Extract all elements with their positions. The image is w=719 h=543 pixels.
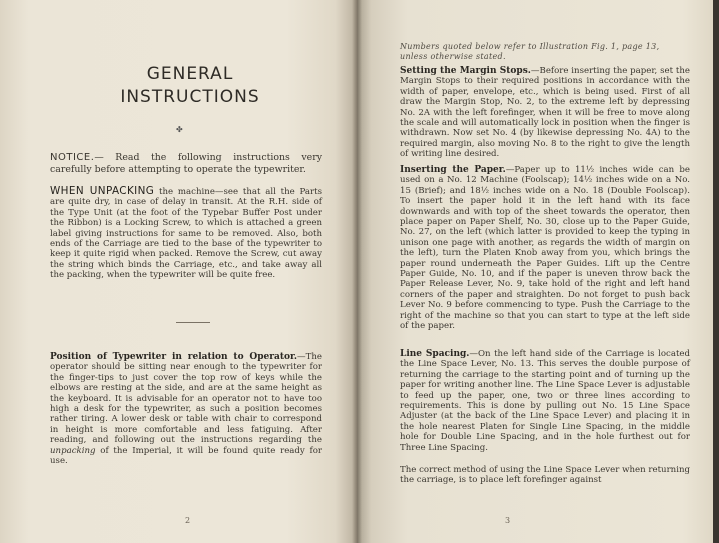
note-line1: Numbers quoted below refer to Illustration Fig. 1, page 13,: [400, 42, 660, 51]
margin-stops-text: —Before inserting the paper, set the Margin Stops to their required positions in accordance with the width of paper, envelope, etc., which is being used. First of all draw the Margin Stop, No. 2, to the extreme left by depressing No. 2A with the left forefinger, when it will be free to move along the scale and will automatically lock in position when the finger is withdrawn. Now set No. 4 (by likewise depressing No. 4A) to the required margin, also moving No. 8 to the right to give the length of writing line desired.: [400, 66, 690, 160]
position-text-a: —The operator should be sitting near enough to the typewriter for the finger-tips to just cover the top row of keys while the elbows are resting at the side, and are at the same height as the keyboard. It is advisable for an operator not to have too high a desk for the typewriter, as such a position becomes rather tiring. A lower desk or table with chair to correspond in height is more comfortable and less fatiguing. After reading, and following out the instructions regarding the: [50, 352, 322, 446]
position-text-em: unpacking: [50, 445, 96, 456]
section-divider: [176, 322, 210, 323]
position-heading: Position of Typewriter in relation to Operator.: [50, 352, 298, 362]
inserting-paper-heading: Inserting the Paper.: [400, 165, 506, 175]
correct-method-paragraph: The correct method of using the Line Space Lever when returning the carriage, is to place left forefinger against: [400, 465, 690, 486]
notice-label: NOTICE.: [50, 152, 95, 163]
position-paragraph: [50, 352, 322, 466]
margin-stops-paragraph: [400, 66, 690, 160]
page-number-right: 3: [505, 516, 511, 525]
page-number-left: 2: [185, 516, 191, 525]
notice-paragraph: [50, 152, 322, 176]
page-edge: [713, 0, 719, 543]
note-line2: unless otherwise stated.: [400, 52, 506, 61]
inserting-paper-text: —Paper up to 11½ inches wide can be used on a No. 12 Machine (Foolscap); 14½ inches wide on a No. 15 (Brief); and 18½ inches wide on a No. 18 (Double Foolscap). To insert the paper hold it in the left hand with its face downwards and with top of the sheet towards the operator, then place paper on Paper Shelf, No. 30, close up to the Paper Guide, No. 27, on the left (which latter is provided to keep the typing in unison one page with another, as regards the width of margin on the left), turn the Platen Knob away from you, which brings the paper round underneath the Paper Guides. Lift up the Centre Paper Guide, No. 10, and if the paper is uneven throw back the Paper Release Lever, No. 9, take hold of the right and left hand corners of the paper and straighten. Do not forget to push back Lever No. 9 before commencing to type. Push the Carriage to the right of the machine so that you can start to type at the left side of the paper.: [400, 165, 690, 332]
line-spacing-paragraph: [400, 349, 690, 453]
unpacking-paragraph: [50, 186, 322, 281]
illustration-note: [400, 42, 690, 62]
page-title-line1: GENERAL: [146, 64, 234, 84]
line-spacing-heading: Line Spacing.: [400, 349, 470, 359]
page-title-line2: INSTRUCTIONS: [120, 87, 260, 107]
notice-text: — Read the following instructions very carefully before attempting to operate the typewriter.: [50, 152, 322, 175]
position-text-b: of the Imperial, it will be found quite ready for use.: [50, 445, 322, 467]
unpacking-text: the machine—see that all the Parts are quite dry, in case of delay in transit. At the R.H. side of the Type Unit (at the foot of the Typebar Buffer Post under the Ribbon) is a Locking Screw, to which is attached a green label giving instructions for same to be removed. Also, both ends of the Carriage are tied to the base of the typewriter to keep it quite rigid when packed. Remove the Screw, cut away the string which binds the Carriage, etc., and take away all the packing, when the typewriter will be quite free.: [50, 187, 322, 281]
line-spacing-text: —On the left hand side of the Carriage is located the Line Space Lever, No. 13. This serves the double purpose of returning the carriage to the starting point and of turning up the paper for writing another line. The Line Space Lever is adjustable to feed up the paper, one, two or three lines according to requirements. This is done by pulling out No. 15 Line Space Adjuster (at the back of the Line Space Lever) and placing it in the hole nearest Platen for Single Line Spacing, in the middle hole for Double Line Spacing, and in the hole furthest out for Three Line Spacing.: [400, 349, 690, 453]
margin-stops-heading: Setting the Margin Stops.: [400, 66, 531, 76]
ornament-icon: ✤: [176, 125, 183, 134]
unpacking-lead: WHEN UNPACKING: [50, 185, 155, 197]
book-gutter: [352, 0, 362, 543]
inserting-paper-paragraph: [400, 165, 690, 332]
